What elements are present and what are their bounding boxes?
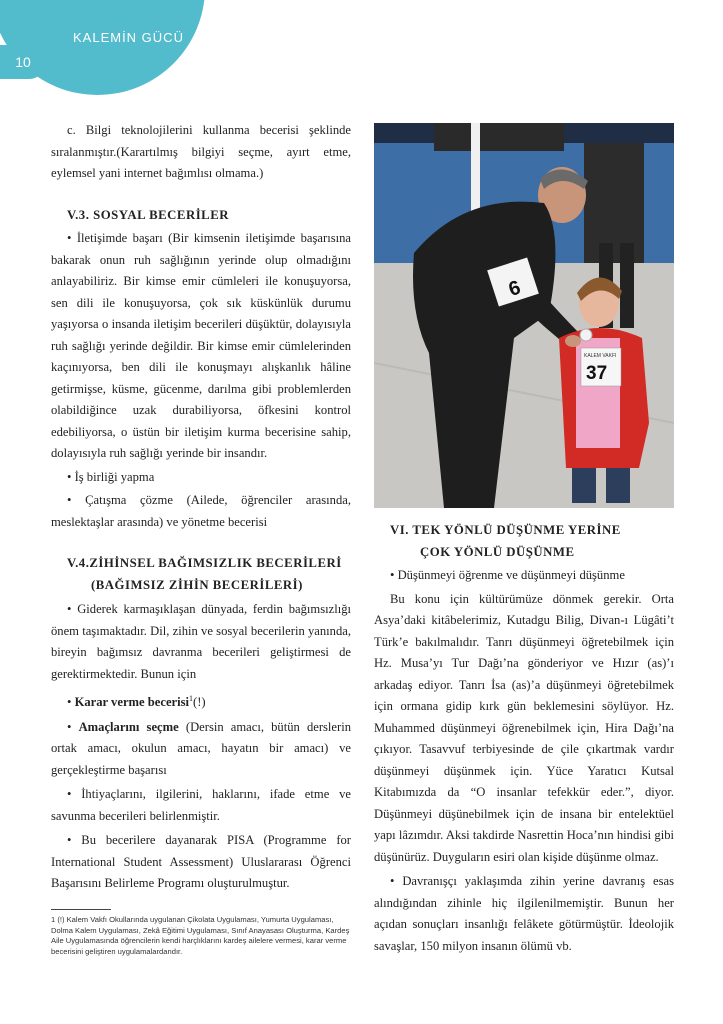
bullet-catisma: • Çatışma çözme (Ailede, öğrenciler arasında, meslektaşlar arasında) ve yönetme becerisi (51, 490, 351, 533)
intro-paragraph: c. Bilgi teknolojilerini kullanma becerisi şeklinde sıralanmıştır.(Karartılmış bilgiyi seçme, ayırt etme, eylemsel yani internet bağımlısı olmama.) (51, 123, 351, 180)
man-bib-number: 6 (506, 276, 524, 301)
amac-rest: (Dersin amacı, bütün derslerin ortak amacı, okulun amacı, hayatın bir amacı) ve gerçekleştirme başarısı (51, 719, 352, 777)
footnote-rule (51, 909, 111, 910)
section-heading-v4-sub: (BAĞIMSIZ ZİHİN BECERİLERİ) (91, 577, 303, 592)
amac-bold: Amaçlarını seçme (78, 719, 179, 734)
section-heading-vi-sub: ÇOK YÖNLÜ DÜŞÜNME (420, 544, 575, 559)
bullet-ihtiyac: • İhtiyaçlarını, ilgilerini, haklarını, ifade etme ve savunma becerileri belirlenmiştir. (51, 784, 351, 827)
footnote: 1 (!) Kalem Vakfı Okullarında uygulanan Çikolata Uygulaması, Yumurta Uygulaması, Dolma Kalem Uygulaması, Zekâ Eğitimi Uygulaması, Sınıf Anayasası Oluşturma, Kardeş Aile Uygulamasında öğrencilerin kendi harçlıklarını kardeş ailelere vermesi, karar verme becerisini geliştiren uygulamalardandır. (51, 915, 350, 956)
section-heading-v4: V.4.ZİHİNSEL BAĞIMSIZLIK BECERİLERİ (67, 556, 342, 570)
section-heading-vi: VI. TEK YÖNLÜ DÜŞÜNME YERİNE (390, 523, 621, 537)
bullet-giderek: • Giderek karmaşıklaşan dünyada, ferdin bağımsızlığı önem taşımaktadır. Dil, zihin ve sosyal becerilerin yanında, bireyin bağımsız davranma becerileri geliştirmesi de gerektirmektedir. Bunun için (51, 599, 351, 685)
girl-bib-text: KALEM VAKFI (584, 353, 617, 359)
bullet-amac (51, 717, 351, 782)
bullet-dusunme: • Düşünmeyi öğrenme ve düşünmeyi düşünme (374, 565, 674, 587)
bullet-karar (51, 688, 351, 714)
karar-rest: (!) (193, 695, 206, 710)
left-column (51, 120, 351, 895)
bullet-pisa: • Bu becerilere dayanarak PISA (Programme for International Student Assessment) Uluslararası Öğrenci Başarısını Belirleme Programı oluşturulmuştur. (51, 830, 351, 895)
section-heading-v3: V.3. SOSYAL BECERİLER (67, 207, 229, 222)
race-photo-illustration (374, 123, 674, 508)
right-column (374, 520, 674, 957)
race-photo (374, 123, 674, 508)
running-header-title: KALEMİN GÜCÜ (73, 30, 184, 45)
bullet-davranisci: • Davranışçı yaklaşımda zihin yerine davranış esas alındığından zihinle hiç ilgilenilmemiştir. Bunun her açıdan sonuçları insanlığı felâkete götürmüştür. İdeolojik savaşlar, 150 milyon insanın ölümü vb. (374, 871, 674, 957)
girl-bib-number: 37 (586, 363, 608, 384)
paragraph-kultur: Bu konu için kültürümüze dönmek gerekir. Orta Asya’daki kitâbelerimiz, Kutadgu Bilig, Divan-ı Lügâti’t Türk’e bakılmalıdır. Tanrı düşünmeyi öğretebilmek için Hz. Musa’yı Tur Dağı’na gönderiyor ve Hızır (as)’ı arkadaş ediyor. Tanrı İsa (as)’a düşünmeyi öğretebilmek için ormana gidip kırk gün beklemesini söylüyor. Hz. Muhammed düşünmeyi öğrenebilmek için, Hira Dağı’na çıkıyor. Tasavvuf terbiyesinde de çile çıkartmak vardır düşünmeyi düşünmek için. Yüce Yaratıcı Kutsal Kitabımızda da “O insanlar tefekkür eder.”, diyor. Düşünmeyi düşünebilmek için de insana bir entelektüel yapı lâzımdır. Aksi takdirde Nasrettin Hoca’nın hindisi gibi düşünürüz. Duyguların esiri olan kişide düşünme olmaz. (374, 591, 674, 864)
girl-bib (581, 348, 621, 386)
footnote-marker: 1 (189, 694, 194, 703)
bullet-iletisim: • İletişimde başarı (Bir kimsenin iletişimde başarısına bakarak onun ruh sağlığının yerinde olup olmadığını anlayabiliriz. Bir kimse emir cümleleri ile konuşuyorsa, sen dili ile konuşuyorsa, çok sık küskünlük durumu yaşıyorsa o insanda iletişim becerileri düşüktür, dolayısıyla ruh sağlığı yerinde değildir. Bir kimse emir cümlelerinden kaçınıyorsa, ben dili ile konuşmayı alışkanlık hâline getirmişse, küsme, gücenme, darılma gibi problemlerden olabildiğince uzak durabiliyorsa, öfkesini kontrol edebiliyorsa, o üstün bir iletişim kurma becerisine sahip, dolayısıyla ruh sağlığı yerinde bir insandır. (51, 228, 351, 465)
page-number: 10 (15, 54, 31, 70)
karar-bold: Karar verme becerisi (74, 695, 190, 710)
bullet-isbirligi: • İş birliği yapma (51, 467, 351, 489)
